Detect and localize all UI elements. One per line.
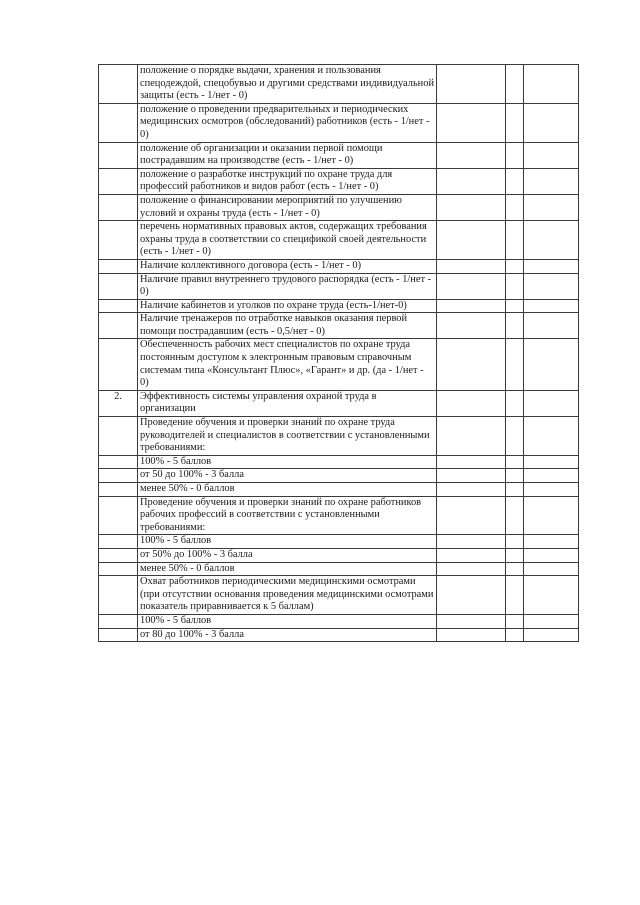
table-row xyxy=(99,483,579,497)
value-cell-3 xyxy=(524,417,579,456)
value-cell-2 xyxy=(506,273,524,299)
row-number-cell xyxy=(99,562,138,576)
indicator-cell: положение о проведении предварительных и периодических медицинских осмотров (обследований) работников (есть - 1/нет - 0) xyxy=(138,103,437,142)
value-cell-1 xyxy=(437,339,506,390)
table-row xyxy=(99,417,579,456)
table-row xyxy=(99,313,579,339)
value-cell-3 xyxy=(524,65,579,104)
indicator-cell: положение о финансировании мероприятий по улучшению условий и охраны труда (есть - 1/нет - 0) xyxy=(138,194,437,220)
table-row xyxy=(99,455,579,469)
value-cell-3 xyxy=(524,299,579,313)
row-number-cell xyxy=(99,535,138,549)
value-cell-1 xyxy=(437,299,506,313)
value-cell-2 xyxy=(506,562,524,576)
table-row xyxy=(99,628,579,642)
table-row xyxy=(99,496,579,535)
value-cell-1 xyxy=(437,535,506,549)
indicator-cell: перечень нормативных правовых актов, содержащих требования охраны труда в соответствии со спецификой своей деятельности (есть - 1/нет - 0) xyxy=(138,221,437,260)
row-number-cell xyxy=(99,483,138,497)
indicator-cell: от 50 до 100% - 3 балла xyxy=(138,469,437,483)
table-row xyxy=(99,103,579,142)
value-cell-3 xyxy=(524,313,579,339)
value-cell-3 xyxy=(524,103,579,142)
indicator-cell: от 80 до 100% - 3 балла xyxy=(138,628,437,642)
table-row xyxy=(99,339,579,390)
value-cell-1 xyxy=(437,496,506,535)
indicator-cell: Обеспеченность рабочих мест специалистов по охране труда постоянным доступом к электронным правовым справочным системам типа «Консультант Плюс», «Гарант» и др. (да - 1/нет - 0) xyxy=(138,339,437,390)
table-row xyxy=(99,142,579,168)
value-cell-1 xyxy=(437,194,506,220)
table-row xyxy=(99,576,579,615)
value-cell-3 xyxy=(524,194,579,220)
value-cell-3 xyxy=(524,614,579,628)
row-number-cell xyxy=(99,273,138,299)
row-number-cell xyxy=(99,103,138,142)
indicator-cell: Охват работников периодическими медицинскими осмотрами (при отсутствии основания проведения медицинскими осмотрами показатель приравнивается к 5 баллам) xyxy=(138,576,437,615)
value-cell-1 xyxy=(437,259,506,273)
criteria-table-body xyxy=(99,65,579,642)
indicator-cell: положение о порядке выдачи, хранения и пользования спецодеждой, спецобувью и другими средствами индивидуальной защиты (есть - 1/нет - 0) xyxy=(138,65,437,104)
table-row xyxy=(99,614,579,628)
indicator-cell: Эффективность системы управления охраной труда в организации xyxy=(138,390,437,416)
value-cell-3 xyxy=(524,168,579,194)
indicator-cell: менее 50% - 0 баллов xyxy=(138,483,437,497)
criteria-table xyxy=(98,64,579,642)
table-row xyxy=(99,221,579,260)
value-cell-3 xyxy=(524,562,579,576)
value-cell-2 xyxy=(506,455,524,469)
value-cell-2 xyxy=(506,390,524,416)
table-row xyxy=(99,469,579,483)
value-cell-2 xyxy=(506,496,524,535)
value-cell-2 xyxy=(506,417,524,456)
value-cell-3 xyxy=(524,339,579,390)
value-cell-1 xyxy=(437,562,506,576)
value-cell-2 xyxy=(506,259,524,273)
value-cell-2 xyxy=(506,548,524,562)
value-cell-2 xyxy=(506,576,524,615)
value-cell-3 xyxy=(524,483,579,497)
indicator-cell: от 50% до 100% - 3 балла xyxy=(138,548,437,562)
row-number-cell xyxy=(99,168,138,194)
value-cell-3 xyxy=(524,548,579,562)
indicator-cell: Наличие коллективного договора (есть - 1/нет - 0) xyxy=(138,259,437,273)
value-cell-1 xyxy=(437,483,506,497)
indicator-cell: положение об организации и оказании первой помощи пострадавшим на производстве (есть - 1/нет - 0) xyxy=(138,142,437,168)
indicator-cell: положение о разработке инструкций по охране труда для профессий работников и видов работ (есть - 1/нет - 0) xyxy=(138,168,437,194)
value-cell-3 xyxy=(524,576,579,615)
indicator-cell: 100% - 5 баллов xyxy=(138,535,437,549)
value-cell-2 xyxy=(506,65,524,104)
row-number-cell: 2. xyxy=(99,390,138,416)
row-number-cell xyxy=(99,614,138,628)
value-cell-3 xyxy=(524,259,579,273)
value-cell-3 xyxy=(524,535,579,549)
table-row xyxy=(99,562,579,576)
value-cell-2 xyxy=(506,535,524,549)
value-cell-1 xyxy=(437,221,506,260)
indicator-cell: Наличие тренажеров по отработке навыков оказания первой помощи пострадавшим (есть - 0,5/нет - 0) xyxy=(138,313,437,339)
row-number-cell xyxy=(99,628,138,642)
indicator-cell: менее 50% - 0 баллов xyxy=(138,562,437,576)
row-number-cell xyxy=(99,455,138,469)
value-cell-1 xyxy=(437,455,506,469)
value-cell-1 xyxy=(437,273,506,299)
row-number-cell xyxy=(99,496,138,535)
table-row xyxy=(99,194,579,220)
indicator-cell: Проведение обучения и проверки знаний по охране работников рабочих профессий в соответствии с установленными требованиями: xyxy=(138,496,437,535)
table-row xyxy=(99,273,579,299)
value-cell-3 xyxy=(524,273,579,299)
value-cell-2 xyxy=(506,614,524,628)
value-cell-2 xyxy=(506,194,524,220)
table-row xyxy=(99,168,579,194)
table-row xyxy=(99,299,579,313)
table-row xyxy=(99,259,579,273)
value-cell-1 xyxy=(437,548,506,562)
row-number-cell xyxy=(99,194,138,220)
value-cell-1 xyxy=(437,103,506,142)
table-row xyxy=(99,390,579,416)
value-cell-3 xyxy=(524,496,579,535)
value-cell-2 xyxy=(506,483,524,497)
value-cell-2 xyxy=(506,142,524,168)
value-cell-3 xyxy=(524,469,579,483)
indicator-cell: Проведение обучения и проверки знаний по охране труда руководителей и специалистов в соответствии с установленными требованиями: xyxy=(138,417,437,456)
value-cell-1 xyxy=(437,65,506,104)
value-cell-2 xyxy=(506,339,524,390)
row-number-cell xyxy=(99,417,138,456)
value-cell-1 xyxy=(437,576,506,615)
row-number-cell xyxy=(99,299,138,313)
value-cell-2 xyxy=(506,103,524,142)
row-number-cell xyxy=(99,469,138,483)
value-cell-2 xyxy=(506,168,524,194)
value-cell-1 xyxy=(437,142,506,168)
value-cell-2 xyxy=(506,313,524,339)
row-number-cell xyxy=(99,65,138,104)
table-row xyxy=(99,548,579,562)
row-number-cell xyxy=(99,221,138,260)
value-cell-2 xyxy=(506,299,524,313)
value-cell-3 xyxy=(524,142,579,168)
value-cell-1 xyxy=(437,614,506,628)
value-cell-1 xyxy=(437,417,506,456)
table-row xyxy=(99,535,579,549)
row-number-cell xyxy=(99,548,138,562)
value-cell-3 xyxy=(524,221,579,260)
row-number-cell xyxy=(99,313,138,339)
row-number-cell xyxy=(99,142,138,168)
indicator-cell: Наличие кабинетов и уголков по охране труда (есть-1/нет-0) xyxy=(138,299,437,313)
value-cell-1 xyxy=(437,628,506,642)
value-cell-2 xyxy=(506,628,524,642)
value-cell-1 xyxy=(437,168,506,194)
value-cell-1 xyxy=(437,313,506,339)
value-cell-1 xyxy=(437,390,506,416)
indicator-cell: 100% - 5 баллов xyxy=(138,455,437,469)
value-cell-1 xyxy=(437,469,506,483)
indicator-cell: 100% - 5 баллов xyxy=(138,614,437,628)
value-cell-3 xyxy=(524,628,579,642)
indicator-cell: Наличие правил внутреннего трудового распорядка (есть - 1/нет - 0) xyxy=(138,273,437,299)
value-cell-2 xyxy=(506,221,524,260)
value-cell-3 xyxy=(524,455,579,469)
row-number-cell xyxy=(99,576,138,615)
row-number-cell xyxy=(99,339,138,390)
value-cell-3 xyxy=(524,390,579,416)
value-cell-2 xyxy=(506,469,524,483)
row-number-cell xyxy=(99,259,138,273)
table-row xyxy=(99,65,579,104)
